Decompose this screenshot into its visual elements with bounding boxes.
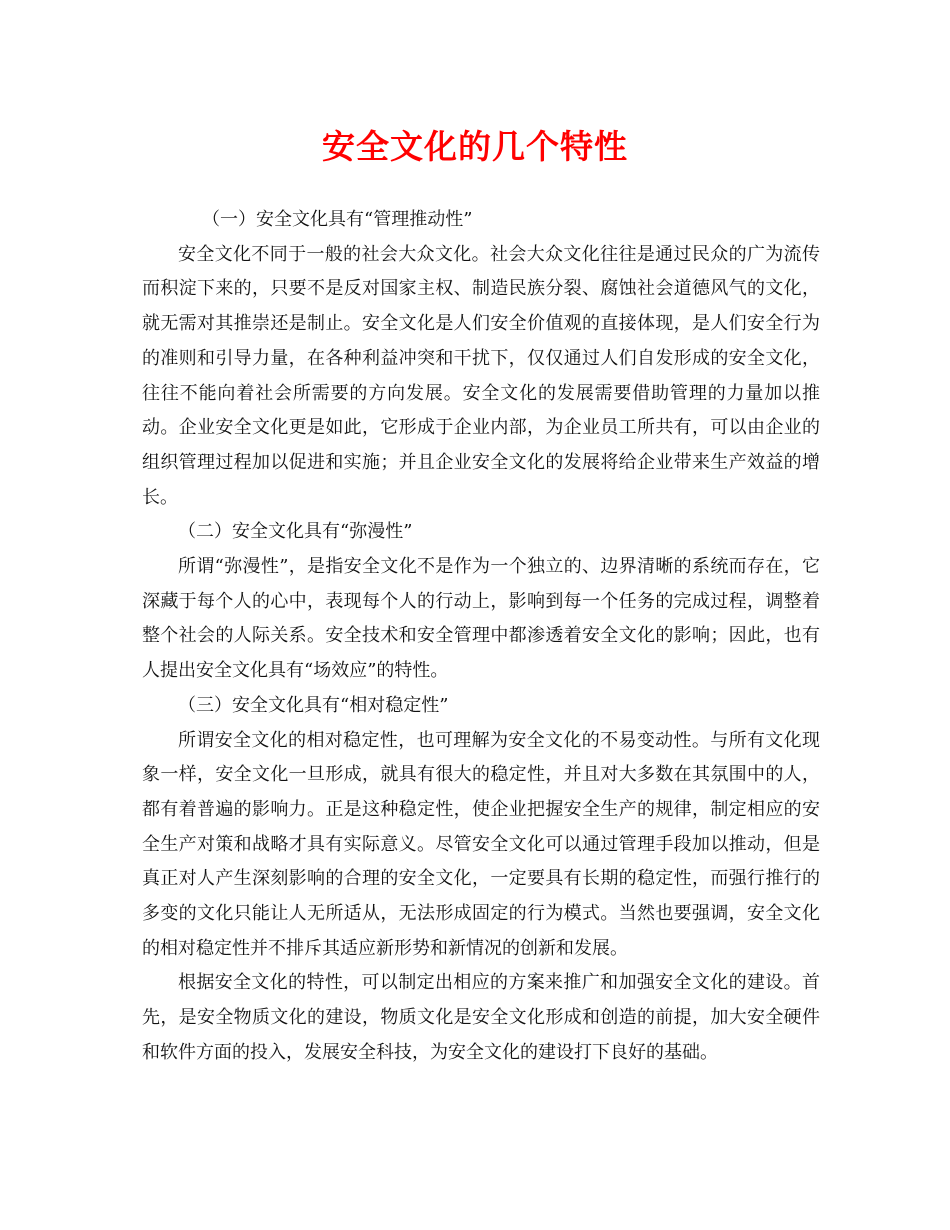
document-body [142,203,820,1071]
section-heading-3: （三）安全文化具有“相对稳定性” [178,694,449,716]
paragraph-3: 所谓安全文化的相对稳定性，也可理解为安全文化的不易变动性。与所有文化现象一样，安全文化一旦形成，就具有很大的稳定性，并且对大多数在其氛围中的人，都有着普遍的影响力。正是这种稳定性，使企业把握安全生产的规律，制定相应的安全生产对策和战略才具有实际意义。尽管安全文化可以通过管理手段加以推动，但是真正对人产生深刻影响的合理的安全文化，一定要具有长期的稳定性，而强行推行的多变的文化只能让人无所适从，无法形成固定的行为模式。当然也要强调，安全文化的相对稳定性并不排斥其适应新形势和新情况的创新和发展。 [142,729,820,959]
section-heading-1: （一）安全文化具有“管理推动性” [202,209,473,230]
paragraph-2: 所谓“弥漫性”，是指安全文化不是作为一个独立的、边界清晰的系统而存在，它深藏于每个人的心中，表现每个人的行动上，影响到每一个任务的完成过程，调整着整个社会的人际关系。安全技术和安全管理中都渗透着安全文化的影响；因此，也有人提出安全文化具有“场效应”的特性。 [142,556,820,682]
paragraph-1: 安全文化不同于一般的社会大众文化。社会大众文化往往是通过民众的广为流传而积淀下来的，只要不是反对国家主权、制造民族分裂、腐蚀社会道德风气的文化，就无需对其推崇还是制止。安全文化是人们安全价值观的直接体现，是人们安全行为的准则和引导力量，在各种利益冲突和干扰下，仅仅通过人们自发形成的安全文化，往往不能向着社会所需要的方向发展。安全文化的发展需要借助管理的力量加以推动。企业安全文化更是如此，它形成于企业内部，为企业员工所共有，可以由企业的组织管理过程加以促进和实施；并且企业安全文化的发展将给企业带来生产效益的增长。 [142,243,820,508]
document-title: 安全文化的几个特性 [322,127,628,166]
section-heading-2: （二）安全文化具有“弥漫性” [178,521,413,543]
paragraph-4: 根据安全文化的特性，可以制定出相应的方案来推广和加强安全文化的建设。首先，是安全物质文化的建设，物质文化是安全文化形成和创造的前提，加大安全硬件和软件方面的投入，发展安全科技，为安全文化的建设打下良好的基础。 [142,972,820,1063]
